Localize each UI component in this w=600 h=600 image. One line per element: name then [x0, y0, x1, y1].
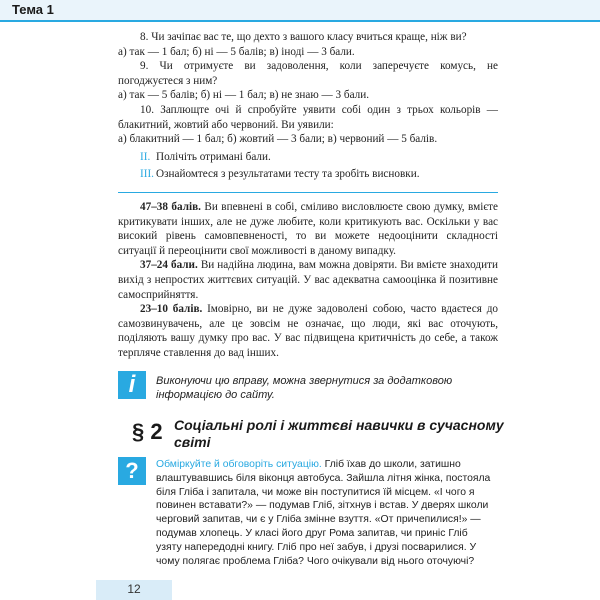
result-mid-range: 37–24 бали. [140, 259, 198, 272]
question-icon: ? [118, 457, 146, 485]
info-note: Виконуючи цю вправу, можна звернутися за додатковою інформацією до сайту. [156, 375, 453, 401]
info-icon: i [118, 371, 146, 399]
question-10: 10. Заплющте очі й спробуйте уявити собі один з трьох кольорів — блакитний, жовтий або червоний. Ви уявили: [118, 103, 498, 131]
result-low-range: 23–10 балів. [140, 303, 203, 316]
result-low [118, 302, 498, 360]
answers-10: а) блакитний — 1 бал; б) жовтий — 3 бали; в) червоний — 5 балів. [118, 133, 438, 146]
step-2-number: II. [140, 150, 151, 163]
answers-8: а) так — 1 бал; б) ні — 5 балів; в) іноді — 3 бали. [118, 45, 355, 58]
result-low-text: Імовірно, ви не дуже задоволені собою, часто вдаєтеся до самозвинувачень, але це зовсім не означає, що люди, які вас оточують, поділяють вашу думку про вас. У вас підвищена критичність до себе, а також терпляче ставлення до вад інших. [118, 303, 498, 359]
divider [118, 192, 498, 193]
situation-lead: Обміркуйте й обговоріть ситуацію. [156, 459, 322, 470]
topic-title: Тема 1 [12, 2, 54, 17]
section-number: § 2 [132, 419, 163, 444]
situation-body: Гліб їхав до школи, затишно влаштувавшись біля віконця автобуса. Зайшла літня жінка, постояла біля Гліба і запитала, чи може він поступитися їй місцем. «І чого я повинен вставати?» — подумав Гліб, зітхнув і встав. У дверях школи черговий запитав, чи є у Гліба змінне взуття. «От причепилися!» — подумав хлопець. У класі його друг Рома запитав, чи приніс Гліб узяту напередодні книгу. Гліб про неї забув, і друзі посварилися. У чому полягає проблема Гліба? Чого очікували від нього оточуючі? [156, 459, 491, 567]
page-number-box [96, 580, 172, 600]
result-high [118, 200, 498, 258]
result-mid [118, 258, 498, 302]
question-9: 9. Чи отримуєте ви задоволення, коли заперечуєте комусь, не погоджуєтеся з ним? [118, 60, 498, 87]
step-3 [118, 167, 498, 182]
step-3-number: III. [140, 168, 154, 181]
step-2 [118, 150, 498, 165]
question-8: 8. Чи зачіпає вас те, що дехто з вашого класу вчиться краще, ніж ви? [140, 31, 467, 43]
section-title: Соціальні ролі і життєві навички в сучасному світі [174, 417, 504, 450]
result-mid-text: Ви надійна людина, вам можна довіряти. Ви вмієте знаходити вихід з непростих життєвих ситуацій. У вас адекватна самооцінка й позитивне самосприйняття. [118, 259, 498, 301]
answers-9: а) так — 5 балів; б) ні — 1 бал; в) не знаю — 3 бали. [118, 89, 370, 102]
questionnaire [118, 30, 498, 182]
page-number: 12 [127, 582, 141, 596]
situation-text [156, 458, 496, 568]
step-2-text: Полічіть отримані бали. [156, 150, 271, 163]
header-bar [0, 0, 600, 22]
results [118, 200, 498, 361]
result-high-range: 47–38 балів. [140, 201, 201, 213]
result-high-text: Ви впевнені в собі, сміливо висловлюєте свою думку, вмієте критикувати інших, але не дуже любите, коли критикують вас. Оскільки у вас високий рівень самовпевненості, то ви можете недооцінити складності ситуації й переоцінити свої можливості в даному випадку. [118, 201, 498, 257]
step-3-text: Ознайомтеся з результатами тесту та зробіть висновки. [156, 168, 420, 181]
